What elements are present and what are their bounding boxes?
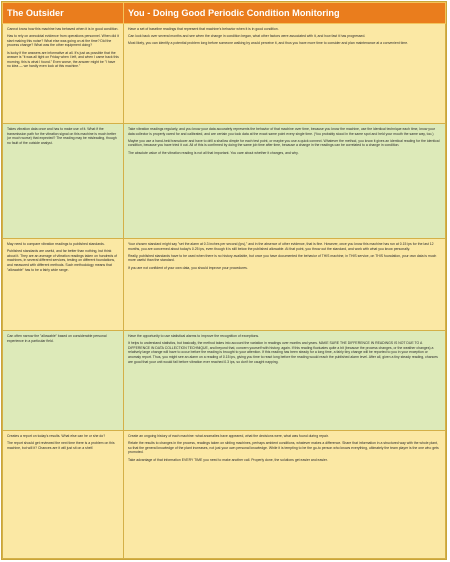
table-row <box>3 239 446 331</box>
table-row <box>3 124 446 239</box>
cell-paragraph: Your chosen standard might say "set the alarm at 0.3 inches per second (ips)," and in the absence of other evidence, that is fine. However, once you know this machine has run at 0.15 ips for the last 12 months, you are concerned about today's 0.25 ips, even though it is still below the published allowable. At that point, you throw out the standard, and work with what you know personally. <box>128 242 434 251</box>
you-cell <box>124 331 446 431</box>
cell-paragraph: May need to compare vibration readings to published standards. <box>7 242 105 246</box>
cell-paragraph: Can often narrow the "allowable" based on considerable personal experience in a particular field. <box>7 334 107 343</box>
table-row <box>3 331 446 431</box>
comparison-table <box>2 2 446 559</box>
outsider-cell <box>3 331 124 431</box>
table-row <box>3 431 446 559</box>
cell-paragraph: The report should get reviewed the next time there is a problem on this machine, but will it? Chances are it will just sit on a shelf. <box>7 441 115 450</box>
cell-paragraph: Has to rely on anecdotal evidence from operations personnel. When did it start making this noise? What else was going on at the time? Did the process change? What was the other equipment doing? <box>7 34 119 48</box>
cell-paragraph: Take advantage of that information EVERY TIME you need to make another call. Properly done, the solutions get easier and easier. <box>128 457 328 462</box>
cell-paragraph: The absolute value of the vibration reading is not all that important. You care about whether it changes, and why. <box>128 150 299 155</box>
cell-paragraph: Takes vibration data once and has to make use of it. What if the transmission path for the vibration signal on this machine is much better (or much worse) that expected? The reading may be misleading, though no fault of the outside analyst. <box>7 127 117 145</box>
cell-paragraph: Take vibration readings regularly, and you know your data accurately represents the behavior of that machine over time, because you know the machine, use the identical technique each time, know your data collector is properly cared for and calibrated, and are certain you took data at the exact same point every single time. (You probably stood in the same spot and held your mouth the same way, too.) <box>128 127 435 136</box>
cell-paragraph: Is lucky if the answers are informative at all. It's just as possible that the answer is "it was all tight on Friday when I left, and when I came back this morning, this is what I found." Even worse, the answer might be "I have no idea — we hardly even look at this machine." <box>7 50 119 69</box>
cell-paragraph: Have the opportunity to use statistical alarms to improve the recognition of exceptions. <box>128 334 260 338</box>
header-outsider: The Outsider <box>3 3 124 24</box>
header-row <box>3 3 446 24</box>
you-cell <box>124 24 446 124</box>
cell-paragraph: If you are not confident of your own data, you should improve your procedures. <box>128 265 248 270</box>
cell-paragraph: Maybe you use a hand-held transducer and have to drill a shallow dimple for each test point, or maybe you use a quick connect. Whatever the method, you know it gives an identical reading for the identical condition, because you have tried it out. All of this is confirmed by doing the same job time after time, because a change in the readings can be correlated to a change in condition. <box>128 138 440 148</box>
outsider-cell <box>3 239 124 331</box>
comparison-table-frame <box>1 1 447 560</box>
cell-paragraph: Can look back over several months and see when the change in condition began, what other factors were associated with it, and how fast it has progressed. <box>128 34 366 39</box>
cell-paragraph: Have a set of baseline readings that represent that machine's behavior when it is in good condition. <box>128 27 279 31</box>
you-cell <box>124 124 446 239</box>
outsider-cell <box>3 24 124 124</box>
you-cell <box>124 431 446 559</box>
cell-paragraph: Creates a report on today's results. What else can he or she do? <box>7 434 106 438</box>
you-cell <box>124 239 446 331</box>
cell-paragraph: Published standards are useful, and far better than nothing, but think about it. They are an average of vibration readings taken on hundreds of machines, in several different services, testing on different foundations, and measured with different methods. Such methodology means that "allowable" has to be a fairly wide range. <box>7 249 118 272</box>
cell-paragraph: Really, published standards have to be used when there is no history available, but once you have documented the behavior of THIS machine, in THIS service, on THIS foundation, your own data is much more useful than the standard. <box>128 253 437 263</box>
outsider-cell <box>3 431 124 559</box>
cell-paragraph: Cannot know how this machine has behaved when it is in good condition. <box>7 27 119 31</box>
cell-paragraph: Relate the results to changes in the process, readings taken on sibling machines, perhaps ambient conditions, whatever makes a difference. Share that information in a structured way with the whole plant, so that the general knowledge of the plant increases, not just your own personal knowledge. While it is tempting to be the go-to person who knows everything, ultimately the team player is the one who gets promoted. <box>128 441 439 455</box>
cell-paragraph: Create an ongoing history of each machine: what anomalies have appeared, what the decisions were, what was found during repair. <box>128 434 329 438</box>
cell-paragraph: Most likely, you can identify a potential problem long before someone walking by would perceive it, and thus you have more time to consider and plan maintenance at a convenient time. <box>128 41 409 46</box>
cell-paragraph: It helps to understand statistics, but basically, the method takes into account the variation in readings over months and years. MAKE SURE THE DIFFERENCE IN READINGS IS NOT DUE TO A DIFFERENCE IN DATA COLLECTION TECHNIQUE, and beyond that, concern yourself with history, again. If this reading fluctuates quite a bit (because the process changes, or the weather changes) a relatively large change will have to occur before the reading is brought to your attention. If this reading has been steady for a long time, a fairly tiny change will be reported to you in your exception or anomaly report. Thus, you might see an alarm on a reading of 0.15 ips, giving you time to react long before the reading would reach the published alarm level. After all, given a tiny steady reading, chances are good that your unit would fail before vibration ever reached 0.3 ips, so don't be caught napping. <box>128 341 438 364</box>
table-row <box>3 24 446 124</box>
header-you: You - Doing Good Periodic Condition Monitoring <box>124 3 446 24</box>
outsider-cell <box>3 124 124 239</box>
